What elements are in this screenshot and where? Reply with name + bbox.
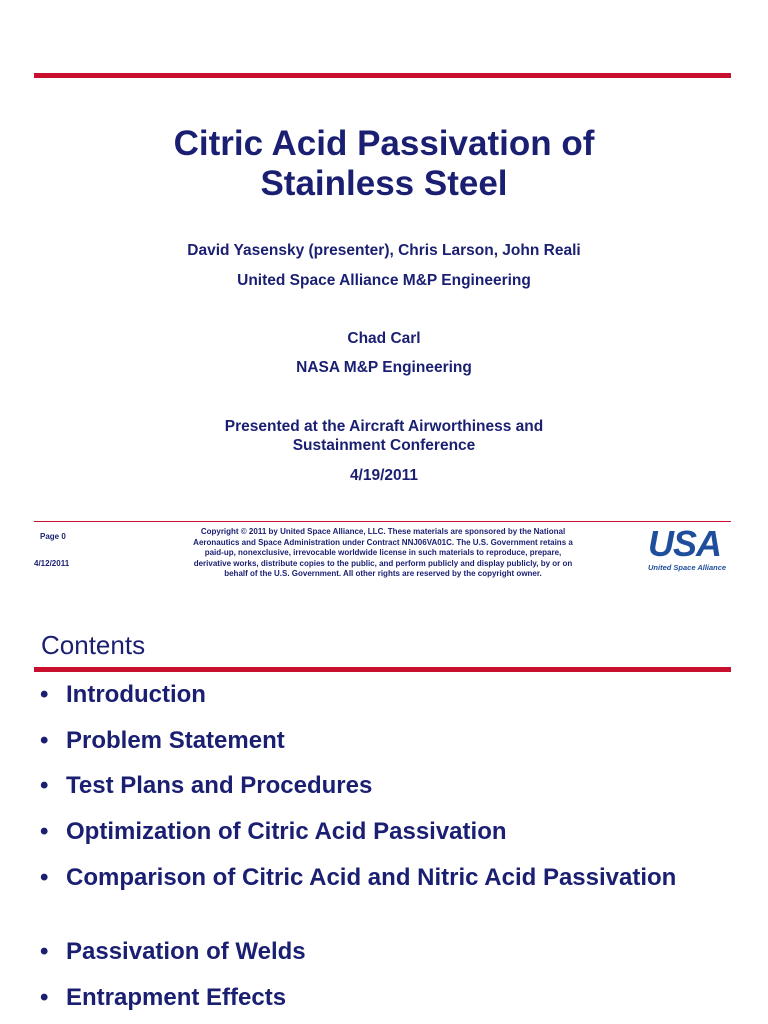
affiliation-usa: United Space Alliance M&P Engineering bbox=[237, 272, 531, 289]
footer-date: 4/12/2011 bbox=[34, 559, 70, 568]
list-item-label: Test Plans and Procedures bbox=[66, 772, 373, 799]
top-divider bbox=[34, 73, 731, 78]
presentation-date: 4/19/2011 bbox=[349, 467, 419, 484]
list-item bbox=[40, 863, 730, 892]
list-item-label: Optimization of Citric Acid Passivation bbox=[66, 818, 507, 845]
bullet-icon: • bbox=[40, 681, 49, 708]
authors: David Yasensky (presenter), Chris Larson, John Reali bbox=[187, 242, 581, 259]
logo-subtitle: United Space Alliance bbox=[648, 563, 727, 572]
usa-logo bbox=[648, 523, 738, 579]
copyright-line: Copyright © 2011 by United Space Alliance, LLC. These materials are sponsored by the National bbox=[200, 527, 566, 536]
list-item-label: Problem Statement bbox=[66, 727, 285, 754]
bullet-icon: • bbox=[40, 818, 49, 845]
title-line-1: Citric Acid Passivation of bbox=[173, 124, 595, 163]
bullet-icon: • bbox=[40, 864, 49, 891]
list-item-label: Introduction bbox=[66, 681, 206, 708]
bullet-icon: • bbox=[40, 984, 49, 1011]
affiliation-nasa: NASA M&P Engineering bbox=[296, 359, 472, 376]
bullet-icon: • bbox=[40, 772, 49, 799]
title-line-2: Stainless Steel bbox=[260, 164, 508, 203]
list-item bbox=[40, 937, 730, 966]
footer-divider bbox=[34, 521, 731, 522]
list-item-label: Entrapment Effects bbox=[66, 984, 287, 1011]
bullet-icon: • bbox=[40, 938, 49, 965]
list-item bbox=[40, 726, 730, 755]
copyright-line: behalf of the U.S. Government. All other rights are reserved by the copyright owner. bbox=[224, 569, 542, 578]
bullet-icon: • bbox=[40, 727, 49, 754]
copyright-line: Aeronautics and Space Administration under Contract NNJ06VA01C. The U.S. Government retains a bbox=[193, 537, 573, 547]
presented-line-2: Sustainment Conference bbox=[292, 437, 476, 454]
list-item-label: Passivation of Welds bbox=[66, 938, 306, 965]
copyright-line: derivative works, distribute copies to the public, and perform publicly and display publicly, by or on bbox=[193, 558, 573, 568]
copyright-line: paid-up, nonexclusive, irrevocable worldwide license in such materials to reproduce, prepare, bbox=[204, 548, 562, 557]
contents-slide bbox=[0, 612, 768, 1024]
logo-mark: USA bbox=[648, 523, 722, 564]
page-number: Page 0 bbox=[40, 532, 66, 541]
slide-title bbox=[0, 124, 768, 204]
list-item bbox=[40, 771, 730, 800]
contents-divider bbox=[34, 667, 731, 672]
list-item-label: Comparison of Citric Acid and Nitric Acid Passivation bbox=[66, 864, 677, 891]
list-item bbox=[40, 817, 730, 846]
presented-line-1: Presented at the Aircraft Airworthiness and bbox=[224, 418, 544, 435]
list-item bbox=[40, 983, 730, 1012]
contents-heading: Contents bbox=[41, 630, 146, 660]
author-nasa: Chad Carl bbox=[347, 330, 421, 347]
copyright-notice bbox=[148, 527, 618, 580]
list-item bbox=[40, 680, 730, 709]
